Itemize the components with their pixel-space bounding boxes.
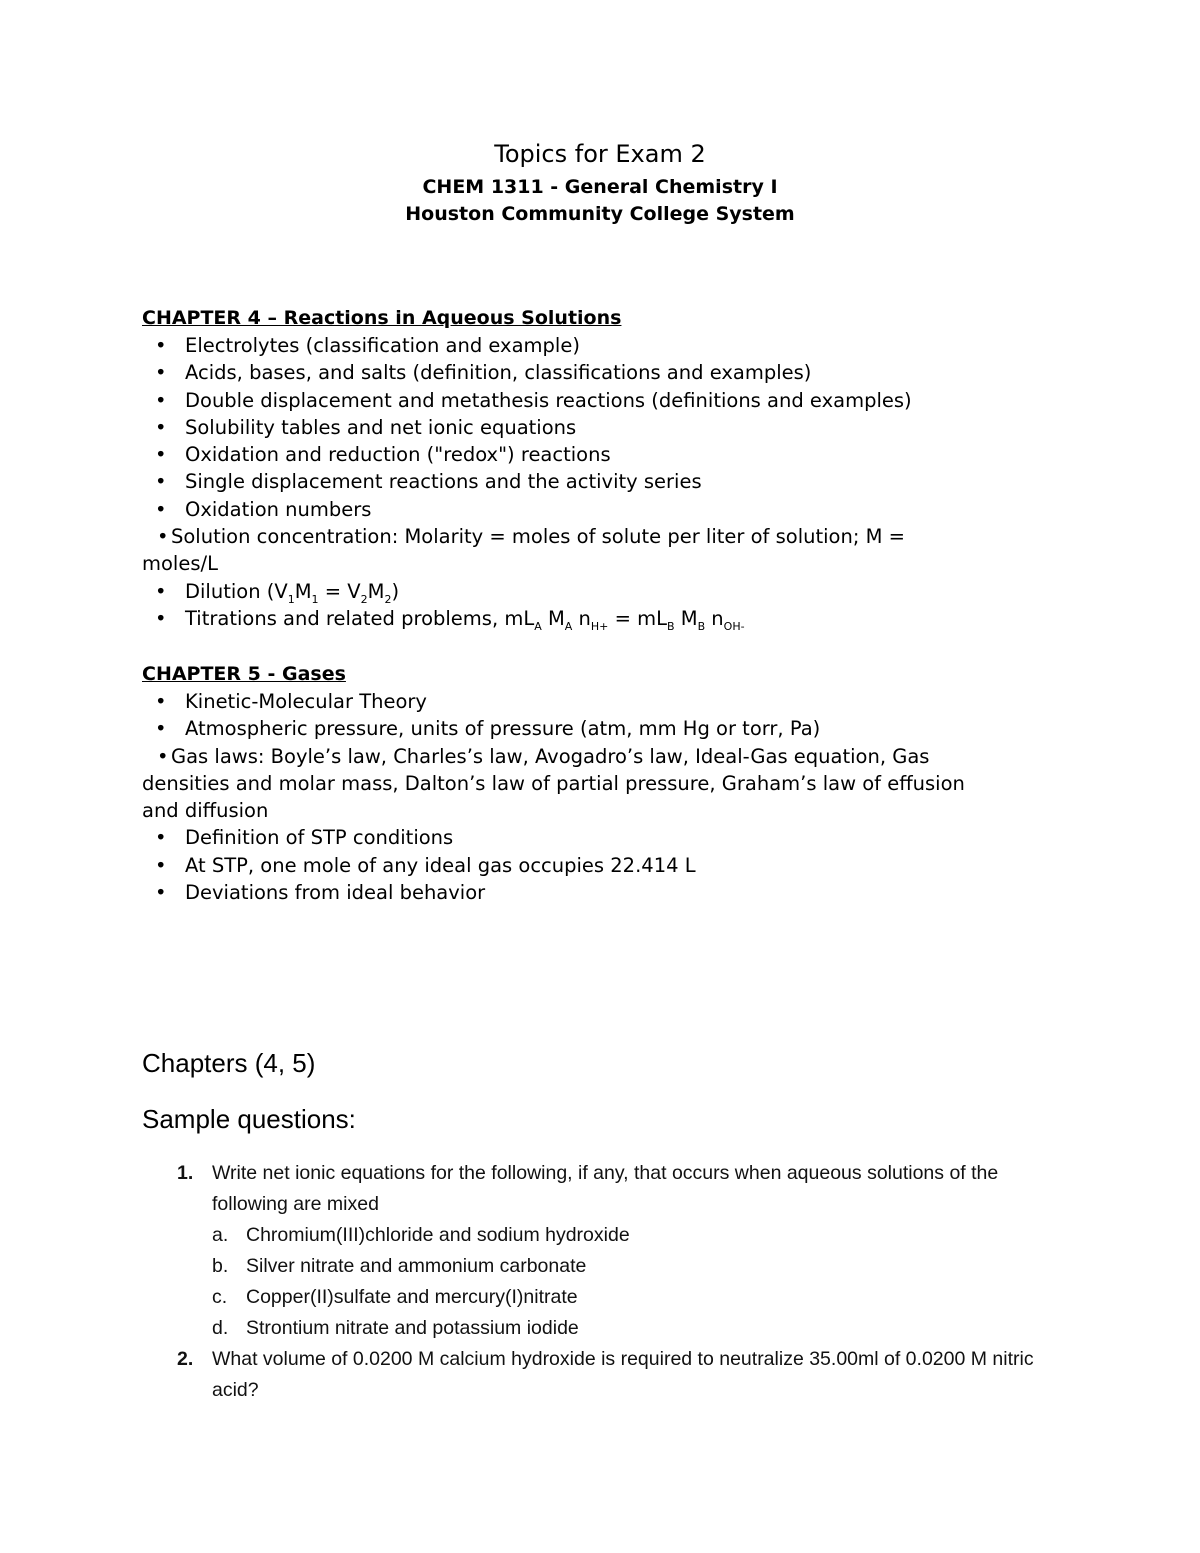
chapter-4-topic-list xyxy=(142,332,1062,632)
bullet-icon: • xyxy=(155,690,167,713)
chapter-4-section xyxy=(142,305,1062,632)
question-1-part-d: d. Strontium nitrate and potassium iodide xyxy=(212,1317,579,1339)
bullet-icon: • xyxy=(155,470,167,494)
bullet-icon: • xyxy=(155,853,167,877)
chapter-5-heading: CHAPTER 5 - Gases xyxy=(142,663,346,685)
question-text: What volume of 0.0200 M calcium hydroxide is required to neutralize 35.00ml of 0.0200 M nitric acid? xyxy=(212,1348,1034,1401)
question-number: 2. xyxy=(177,1348,194,1370)
list-item: • Single displacement reactions and the activity series xyxy=(142,468,1062,495)
question-number: 1. xyxy=(177,1162,194,1184)
chapter-5-section xyxy=(142,661,1062,906)
chapters-heading: Chapters (4, 5) xyxy=(142,1048,316,1078)
list-item: • Oxidation numbers xyxy=(142,496,1062,523)
list-item-titration: • Titrations and related problems, $mL_A$ $M_A$ $n_{H+} = mL_B$ $M_B$ $n_{OH-}$ xyxy=(155,606,745,633)
question-1-part-b: b. Silver nitrate and ammonium carbonate xyxy=(212,1255,587,1277)
list-item: • Atmospheric pressure, units of pressure (atm, mm Hg or torr, Pa) xyxy=(142,715,1062,742)
list-item: • Solubility tables and net ionic equations xyxy=(142,414,1062,441)
question-text: Write net ionic equations for the following, if any, that occurs when aqueous solutions of the following are mixed xyxy=(212,1162,999,1215)
bullet-icon: • xyxy=(155,826,167,850)
list-item-dilution: • Dilution $(V_1M_1 = V_2M_2)$ xyxy=(155,579,400,606)
question-1 xyxy=(142,1158,1072,1220)
bullet-icon: • xyxy=(157,744,169,768)
bullet-icon: • xyxy=(155,497,167,521)
list-item: • Kinetic-Molecular Theory xyxy=(142,688,1062,715)
bullet-icon: • xyxy=(155,717,167,741)
bullet-icon: • xyxy=(155,606,167,630)
list-item: • At STP, one mole of any ideal gas occupies 22.414 L xyxy=(142,852,1062,879)
bullet-icon: • xyxy=(155,334,167,357)
list-item: • Definition of STP conditions xyxy=(142,824,1062,851)
list-item: • Electrolytes (classification and example) xyxy=(142,332,1062,359)
question-1-part-a: a. Chromium(III)chloride and sodium hydroxide xyxy=(212,1224,630,1246)
question-2 xyxy=(142,1344,1072,1406)
document-title: Topics for Exam 2 xyxy=(494,140,706,168)
list-item: • Double displacement and metathesis reactions (definitions and examples) xyxy=(142,387,1062,414)
list-item: • Deviations from ideal behavior xyxy=(142,879,1062,906)
questions-list xyxy=(142,1158,1072,1406)
sample-questions-heading: Sample questions: xyxy=(142,1104,356,1134)
college-name: Houston Community College System xyxy=(405,203,795,225)
list-item-gas-laws: • Gas laws: Boyle’s law, Charles’s law, Avogadro’s law, Ideal-Gas equation, Gas densities and molar mass, Dalton’s law of partial pressure, Graham’s law of effusion and diffusion xyxy=(142,744,965,823)
bullet-icon: • xyxy=(155,579,167,603)
list-item-concentration: • Solution concentration: Molarity = moles of solute per liter of solution; M = moles/L xyxy=(142,525,905,576)
chapter-5-topic-list xyxy=(142,688,1062,906)
bullet-icon: • xyxy=(155,415,167,439)
bullet-icon: • xyxy=(155,388,167,412)
course-name: CHEM 1311 - General Chemistry I xyxy=(422,176,778,198)
bullet-icon: • xyxy=(157,525,169,549)
bullet-icon: • xyxy=(155,443,167,467)
bullet-icon: • xyxy=(155,881,167,905)
list-item: • Acids, bases, and salts (definition, classifications and examples) xyxy=(142,359,1062,386)
bullet-icon: • xyxy=(155,361,167,385)
chapter-4-heading: CHAPTER 4 – Reactions in Aqueous Solutions xyxy=(142,307,622,329)
question-1-part-c: c. Copper(II)sulfate and mercury(I)nitrate xyxy=(212,1286,578,1308)
list-item: • Oxidation and reduction ("redox") reactions xyxy=(142,441,1062,468)
